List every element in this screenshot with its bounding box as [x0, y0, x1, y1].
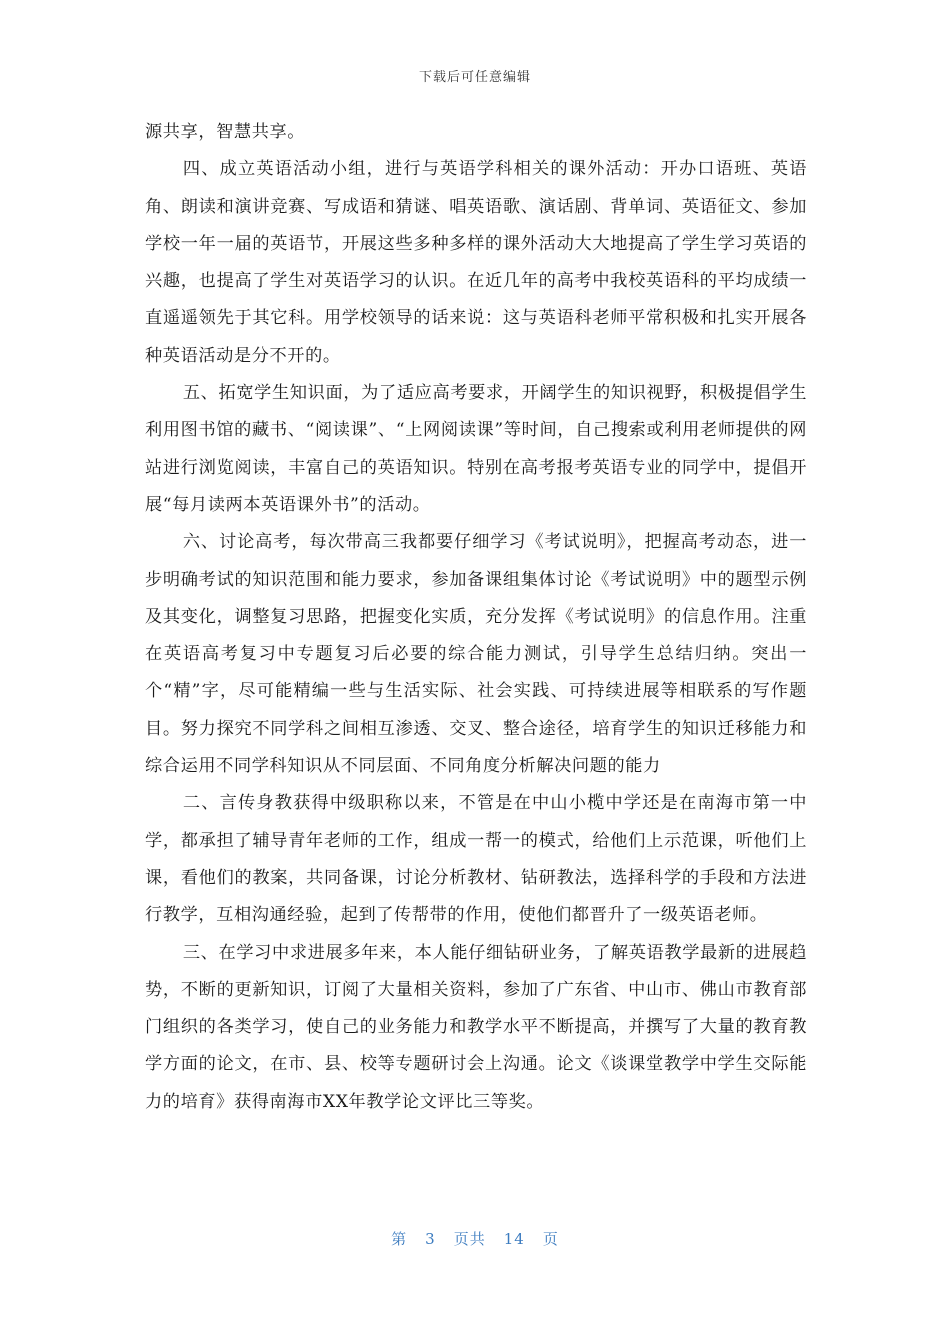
page-header: 下载后可任意编辑 [418, 70, 531, 85]
document-body [145, 114, 807, 1121]
footer-total-pages: 14 [503, 1230, 525, 1248]
paragraph-section-six: 六、讨论高考，每次带高三我都要仔细学习《考试说明》，把握高考动态，进一步明确考试的知识范围和能力要求，参加备课组集体讨论《考试说明》中的题型示例及其变化，调整复习思路，把握变化实质，充分发挥《考试说明》的信息作用。注重在英语高考复习中专题复习后必要的综合能力测试，引导学生总结归纳。突出一个“精”字，尽可能精编一些与生活实际、社会实践、可持续进展等相联系的写作题目。努力探究不同学科之间相互渗透、交叉、整合途径，培育学生的知识迁移能力和综合运用不同学科知识从不同层面、不同角度分析解决问题的能力 [145, 532, 807, 777]
page-footer [0, 1228, 950, 1249]
paragraph-section-four: 四、成立英语活动小组，进行与英语学科相关的课外活动：开办口语班、英语角、朗读和演讲竞赛、写成语和猜谜、唱英语歌、演话剧、背单词、英语征文、参加学校一年一届的英语节，开展这些多种多样的课外活动大大地提高了学生学习英语的兴趣，也提高了学生对英语学习的认识。在近几年的高考中我校英语科的平均成绩一直遥遥领先于其它科。用学校领导的话来说：这与英语科老师平常积极和扎实开展各种英语活动是分不开的。 [145, 159, 807, 366]
footer-middle: 页共 [453, 1230, 486, 1248]
paragraph-section-five: 五、拓宽学生知识面，为了适应高考要求，开阔学生的知识视野，积极提倡学生利用图书馆的藏书、“阅读课”、“上网阅读课”等时间，自己搜索或利用老师提供的网站进行浏览阅读，丰富自己的英语知识。特别在高考报考英语专业的同学中，提倡开展“每月读两本英语课外书”的活动。 [145, 383, 807, 515]
footer-suffix: 页 [542, 1230, 559, 1248]
paragraph-continuation: 源共享，智慧共享。 [145, 122, 306, 142]
paragraph-section-two: 二、言传身教获得中级职称以来，不管是在中山小榄中学还是在南海市第一中学，都承担了辅导青年老师的工作，组成一帮一的模式，给他们上示范课，听他们上课，看他们的教案，共同备课，讨论分析教材、钻研教法，选择科学的手段和方法进行教学，互相沟通经验，起到了传帮带的作用，使他们都晋升了一级英语老师。 [145, 793, 807, 926]
footer-current-page: 3 [425, 1230, 436, 1248]
footer-prefix: 第 [391, 1230, 408, 1248]
paragraph-section-three: 三、在学习中求进展多年来，本人能仔细钻研业务，了解英语教学最新的进展趋势，不断的更新知识，订阅了大量相关资料，参加了广东省、中山市、佛山市教育部门组织的各类学习，使自己的业务能力和教学水平不断提高，并撰写了大量的教育教学方面的论文，在市、县、校等专题研讨会上沟通。论文《谈课堂教学中学生交际能力的培育》获得南海市XX年教学论文评比三等奖。 [145, 942, 807, 1112]
